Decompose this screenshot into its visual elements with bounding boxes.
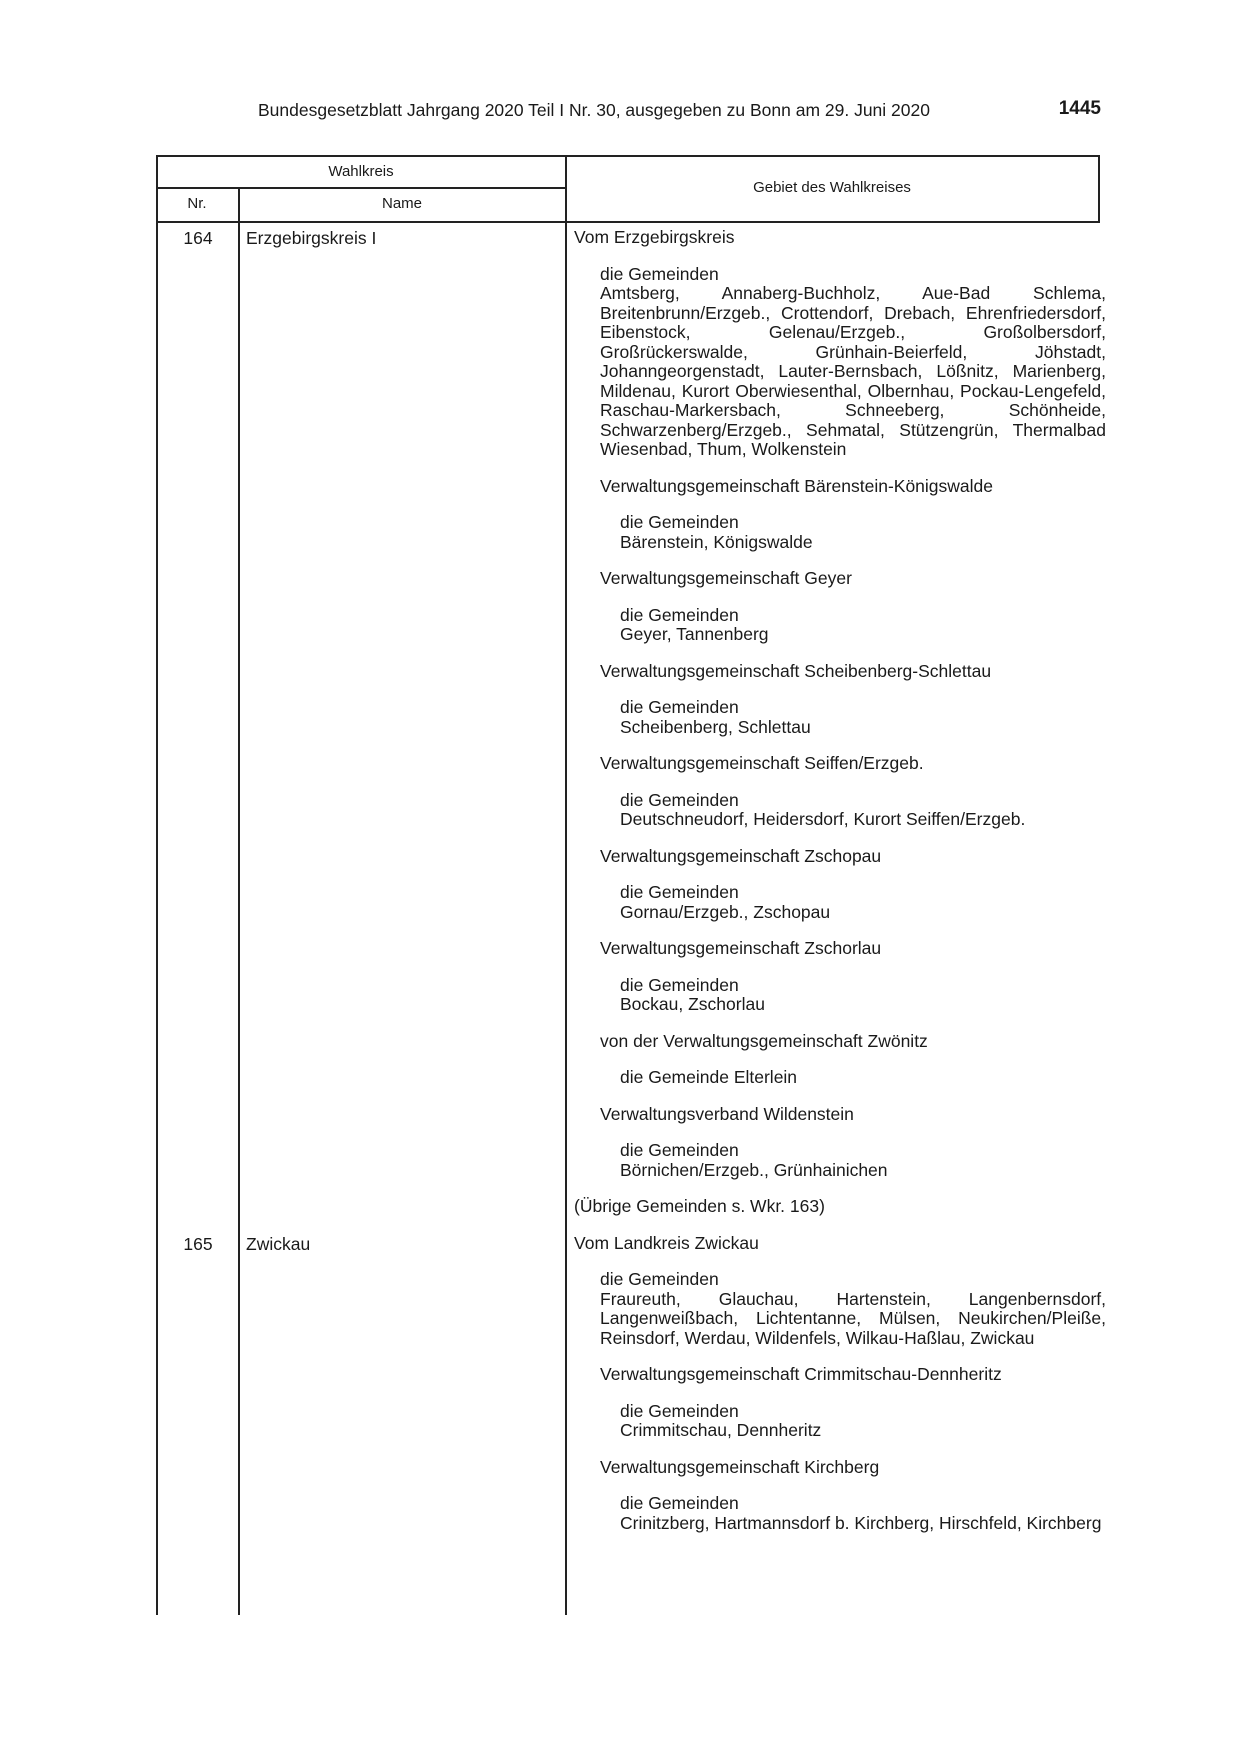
row-165-nr: 165 bbox=[183, 1234, 213, 1254]
municipality-list: Crimmitschau, Dennheritz bbox=[620, 1420, 822, 1440]
municipality-list: Geyer, Tannenberg bbox=[620, 624, 769, 644]
area-block bbox=[574, 569, 1106, 589]
area-block-heading: die Gemeinden bbox=[620, 1493, 739, 1513]
area-block bbox=[574, 1141, 1106, 1180]
area-block bbox=[574, 1458, 1106, 1478]
area-block-heading: Verwaltungsgemeinschaft Scheibenberg-Schlettau bbox=[600, 660, 992, 681]
area-block bbox=[574, 939, 1106, 959]
area-block-heading: von der Verwaltungsgemeinschaft Zwönitz bbox=[600, 1030, 928, 1051]
header-gebiet: Gebiet des Wahlkreises bbox=[753, 179, 911, 196]
area-block-heading: die Gemeinden bbox=[600, 263, 719, 284]
area-block-heading: die Gemeinden bbox=[620, 789, 739, 810]
area-block bbox=[574, 606, 1106, 645]
area-block bbox=[574, 847, 1106, 867]
area-block-heading: die Gemeinden bbox=[620, 697, 739, 717]
municipality-list: Amtsberg, Annaberg-Buchholz, Aue-Bad Schlema, Breitenbrunn/Erzgeb., Crottendorf, Drebach, Ehrenfriedersdorf, Eibenstock, Gelenau/Erzgeb., Großolbersdorf, Großrückerswalde, Grünhain-Beierfeld, Jöhstadt, Johanngeorgenstadt, Lauter-Bernsbach, Lößnitz, Marienberg, Mildenau, Kurort Oberwiesenthal, Olbernhau, Pockau-Lengefeld, Raschau-Markersbach, Schneeberg, Schönheide, Schwarzenberg/Erzgeb., Sehmatal, Stützengrün, Thermalbad Wiesenbad, Thum, Wolkenstein bbox=[600, 283, 1106, 459]
area-block bbox=[574, 976, 1106, 1015]
area-block-heading: Vom Landkreis Zwickau bbox=[574, 1232, 759, 1253]
area-block bbox=[574, 477, 1106, 497]
area-block bbox=[574, 698, 1106, 737]
area-block-heading: Verwaltungsgemeinschaft Crimmitschau-Dennheritz bbox=[600, 1364, 1002, 1384]
area-block-heading: die Gemeinden bbox=[620, 974, 739, 995]
area-block-heading: Verwaltungsgemeinschaft Geyer bbox=[600, 568, 852, 588]
area-block-heading: Verwaltungsgemeinschaft Zschorlau bbox=[600, 938, 882, 958]
header-wahlkreis: Wahlkreis bbox=[328, 163, 394, 180]
row-165-name: Zwickau bbox=[246, 1234, 311, 1254]
municipality-list: Crinitzberg, Hartmannsdorf b. Kirchberg, Hirschfeld, Kirchberg bbox=[620, 1512, 1102, 1533]
area-block bbox=[574, 1197, 1106, 1217]
header-bottom-border bbox=[156, 221, 1100, 223]
municipality-list: Scheibenberg, Schlettau bbox=[620, 716, 811, 737]
area-block-heading: Verwaltungsverband Wildenstein bbox=[600, 1103, 854, 1124]
municipality-list: Deutschneudorf, Heidersdorf, Kurort Seiffen/Erzgeb. bbox=[620, 809, 1026, 829]
header-name: Name bbox=[381, 195, 422, 212]
area-block-heading: Verwaltungsgemeinschaft Bärenstein-Königswalde bbox=[600, 475, 994, 496]
area-block-heading: die Gemeinden bbox=[620, 604, 739, 625]
area-block-heading: die Gemeinden bbox=[600, 1269, 719, 1289]
row-164-nr: 164 bbox=[183, 228, 213, 248]
area-block-heading: Verwaltungsgemeinschaft Zschopau bbox=[600, 845, 882, 866]
area-block bbox=[574, 791, 1106, 830]
area-block bbox=[574, 265, 1106, 460]
area-block bbox=[574, 754, 1106, 774]
table-left-border bbox=[156, 155, 158, 1615]
header-sub-divider bbox=[156, 187, 566, 189]
area-block bbox=[574, 228, 1106, 248]
municipality-list: Bockau, Zschorlau bbox=[620, 994, 765, 1014]
area-block bbox=[574, 1270, 1106, 1348]
area-block bbox=[574, 1494, 1106, 1533]
area-block bbox=[574, 1032, 1106, 1052]
area-block bbox=[574, 883, 1106, 922]
area-block-heading: die Gemeinde Elterlein bbox=[620, 1067, 798, 1087]
area-block bbox=[574, 1234, 1106, 1254]
area-block bbox=[574, 1068, 1106, 1088]
municipality-list: Gornau/Erzgeb., Zschopau bbox=[620, 901, 831, 922]
area-column bbox=[574, 228, 1106, 1550]
header-title: Bundesgesetzblatt Jahrgang 2020 Teil I Nr. 30, ausgegeben zu Bonn am 29. Juni 2020 bbox=[258, 100, 930, 120]
area-block-heading: Vom Erzgebirgskreis bbox=[574, 227, 735, 247]
municipality-list: Börnichen/Erzgeb., Grünhainichen bbox=[620, 1159, 888, 1180]
area-block bbox=[574, 662, 1106, 682]
area-block bbox=[574, 1105, 1106, 1125]
area-block bbox=[574, 1365, 1106, 1385]
area-block-heading: die Gemeinden bbox=[620, 1140, 739, 1160]
municipality-list: Bärenstein, Königswalde bbox=[620, 531, 813, 552]
area-block-heading: (Übrige Gemeinden s. Wkr. 163) bbox=[574, 1196, 825, 1216]
area-block bbox=[574, 1402, 1106, 1441]
header-nr: Nr. bbox=[187, 195, 207, 212]
municipality-list: Fraureuth, Glauchau, Hartenstein, Langenbernsdorf, Langenweißbach, Lichtentanne, Mülsen, Neukirchen/Pleiße, Reinsdorf, Werdau, Wildenfels, Wilkau-Haßlau, Zwickau bbox=[600, 1288, 1106, 1348]
area-block-heading: die Gemeinden bbox=[620, 1400, 739, 1421]
nr-name-divider bbox=[238, 187, 240, 1615]
area-block bbox=[574, 513, 1106, 552]
name-area-divider bbox=[565, 155, 567, 1615]
table-top-border bbox=[156, 155, 1100, 157]
area-block-heading: Verwaltungsgemeinschaft Kirchberg bbox=[600, 1456, 880, 1477]
area-block-heading: die Gemeinden bbox=[620, 512, 739, 532]
area-block-heading: die Gemeinden bbox=[620, 882, 739, 902]
row-164-name: Erzgebirgskreis I bbox=[246, 228, 377, 248]
page-number: 1445 bbox=[1058, 98, 1101, 119]
area-block-heading: Verwaltungsgemeinschaft Seiffen/Erzgeb. bbox=[600, 753, 924, 773]
